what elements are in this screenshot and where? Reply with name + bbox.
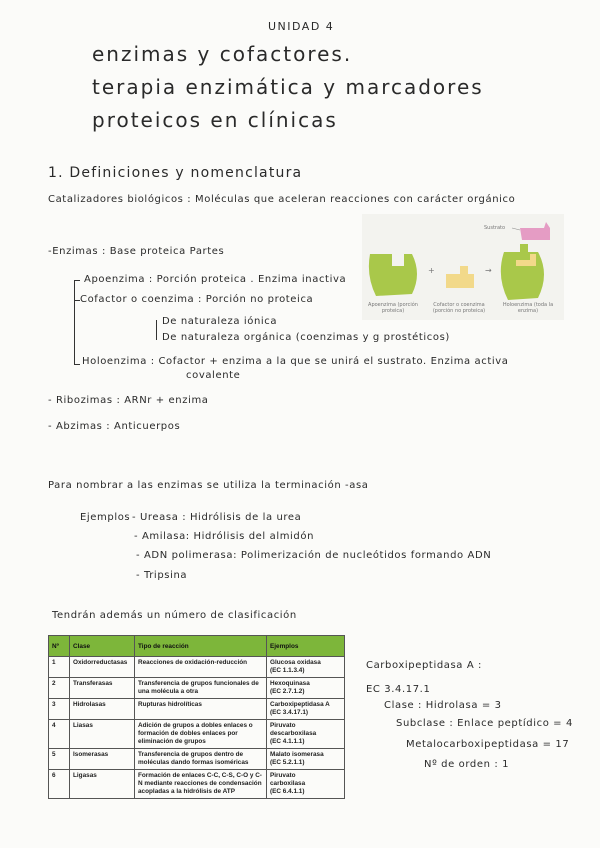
table-cell: Liasas	[70, 720, 135, 749]
unit-label: UNIDAD 4	[268, 20, 335, 33]
table-cell: Ligasas	[70, 770, 135, 799]
table-cell: 5	[49, 749, 70, 770]
naturaleza-organica: De naturaleza orgánica (coenzimas y g prostéticos)	[162, 332, 450, 343]
cofactor-definition: Cofactor o coenzima : Porción no proteica	[80, 294, 314, 305]
table-cell: Piruvato carboxilasa (EC 6.4.1.1)	[267, 770, 345, 799]
table-cell: Transferasas	[70, 678, 135, 699]
table-cell: 3	[49, 699, 70, 720]
figure-label-sustrato: Sustrato	[484, 225, 506, 231]
table-cell: Glucosa oxidasa (EC 1.1.3.4)	[267, 657, 345, 678]
cofactor-shape	[446, 266, 474, 288]
example-ureasa: - Ureasa : Hidrólisis de la urea	[132, 512, 302, 523]
holoenzyme-diagram	[362, 214, 564, 320]
table-cell: Oxidorreductasas	[70, 657, 135, 678]
column-header: Tipo de reacción	[135, 636, 267, 657]
example-amilasa: - Amilasa: Hidrólisis del almidón	[134, 531, 315, 542]
table-cell: Hidrolasas	[70, 699, 135, 720]
ec-orden: Nº de orden : 1	[424, 759, 510, 770]
examples-label: Ejemplos	[80, 512, 131, 523]
holoenzyme-shape	[501, 244, 544, 300]
page-title-line-1: enzimas y cofactores.	[92, 42, 353, 66]
classification-note: Tendrán además un número de clasificación	[52, 610, 297, 621]
catalizadores-definition: Catalizadores biológicos : Moléculas que aceleran reacciones con carácter orgánico	[48, 194, 516, 205]
ec-example-name: Carboxipeptidasa A :	[366, 660, 483, 671]
figure-caption-cofactor: Cofactor o coenzima (porción no proteica)	[432, 302, 486, 314]
section-heading: 1. Definiciones y nomenclatura	[48, 165, 303, 181]
cofactor-type-bracket	[156, 320, 157, 340]
holoenzima-definition-continued: covalente	[186, 370, 241, 381]
substrate-shape	[520, 222, 550, 240]
table-cell: Adición de grupos a dobles enlaces o formación de dobles enlaces por eliminación de grupos	[135, 720, 267, 749]
table-cell: Isomerasas	[70, 749, 135, 770]
example-adn-polimerasa: - ADN polimerasa: Polimerización de nucleótidos formando ADN	[136, 550, 492, 561]
table-row	[49, 749, 345, 770]
abzimas-definition: - Abzimas : Anticuerpos	[48, 421, 181, 432]
bracket-tick	[74, 364, 80, 365]
table-header-row	[49, 636, 345, 657]
enzyme-parts-bracket	[74, 280, 75, 365]
table-cell: Transferencia de grupos funcionales de una molécula a otra	[135, 678, 267, 699]
bracket-tick	[74, 280, 80, 281]
table-cell: Malato isomerasa (EC 5.2.1.1)	[267, 749, 345, 770]
column-header: Ejemplos	[267, 636, 345, 657]
table-cell: Piruvato descarboxilasa (EC 4.1.1.1)	[267, 720, 345, 749]
table-cell: Transferencia de grupos dentro de moléculas dando formas isoméricas	[135, 749, 267, 770]
table-row	[49, 678, 345, 699]
table-cell: 4	[49, 720, 70, 749]
figure-arrow: →	[485, 266, 492, 275]
table-cell: Rupturas hidrolíticas	[135, 699, 267, 720]
table-row	[49, 720, 345, 749]
holoenzima-definition: Holoenzima : Cofactor + enzima a la que se unirá el sustrato. Enzima activa	[82, 356, 509, 367]
ribozimas-definition: - Ribozimas : ARNr + enzima	[48, 395, 209, 406]
table-row	[49, 770, 345, 799]
table-row	[49, 657, 345, 678]
table-row	[49, 699, 345, 720]
example-tripsina: - Tripsina	[136, 570, 188, 581]
table-cell: 1	[49, 657, 70, 678]
ec-subclase: Subclase : Enlace peptídico = 4	[396, 718, 573, 729]
table-cell: Carboxipeptidasa A (EC 3.4.17.1)	[267, 699, 345, 720]
page-title-line-2: terapia enzimática y marcadores	[92, 75, 484, 99]
figure-caption-apoenzima: Apoenzima (porción proteica)	[368, 302, 418, 314]
table-cell: Reacciones de oxidación-reducción	[135, 657, 267, 678]
ec-clase: Clase : Hidrolasa = 3	[384, 700, 502, 711]
naturaleza-ionica: De naturaleza iónica	[162, 316, 278, 327]
figure-caption-holoenzima: Holoenzima (toda la enzima)	[502, 302, 554, 314]
table-cell: Formación de enlaces C-C, C-S, C-O y C-N mediante reacciones de condensación acopladas a la hidrólisis de ATP	[135, 770, 267, 799]
figure-plus-sign: +	[428, 266, 435, 275]
enzyme-classification-table	[48, 635, 345, 799]
column-header: Clase	[70, 636, 135, 657]
apoenzyme-shape	[369, 254, 417, 296]
page-title-line-3: proteicos en clínicas	[92, 108, 338, 132]
apoenzima-definition: Apoenzima : Porción proteica . Enzima inactiva	[84, 274, 347, 285]
table-cell: 2	[49, 678, 70, 699]
nomenclature-intro: Para nombrar a las enzimas se utiliza la terminación -asa	[48, 480, 369, 491]
ec-metalo: Metalocarboxipeptidasa = 17	[406, 739, 570, 750]
table-cell: Hexoquinasa (EC 2.7.1.2)	[267, 678, 345, 699]
enzimas-label: -Enzimas : Base proteica Partes	[48, 246, 225, 257]
ec-number: EC 3.4.17.1	[366, 684, 431, 695]
column-header: Nº	[49, 636, 70, 657]
table-cell: 6	[49, 770, 70, 799]
